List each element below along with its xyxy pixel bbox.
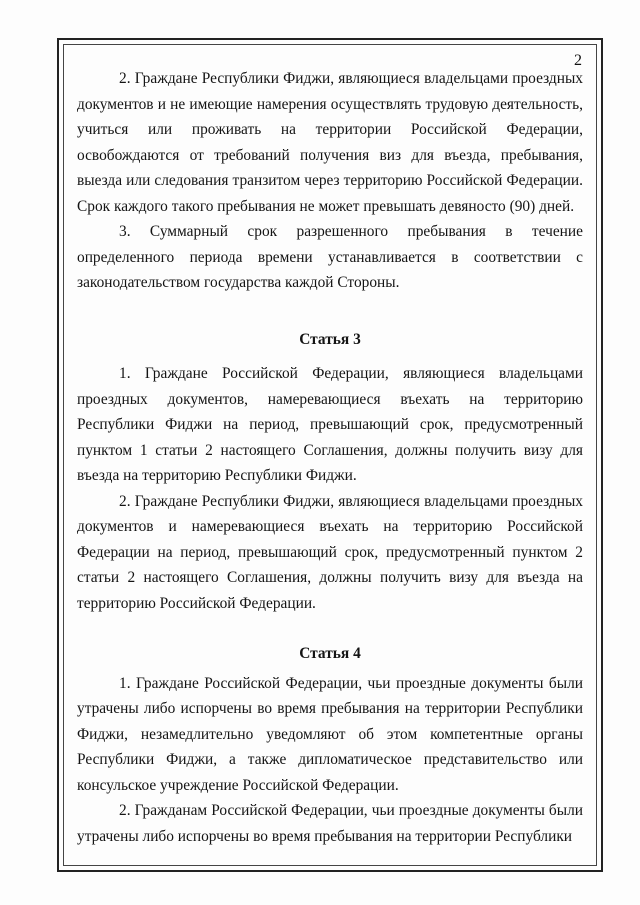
paragraph: 1. Граждане Российской Федерации, являющиеся владельцами проездных документов, намеревающиеся въехать на территорию Республики Фиджи на период, превышающий срок, предусмотренный пунктом 1 статьи 2 настоящего Соглашения, должны получить визу для въезда на территорию Республики Фиджи. (77, 365, 583, 484)
page-number: 2 (574, 52, 582, 69)
document-body (77, 66, 583, 849)
article-3-heading: Статья 3 (299, 330, 361, 348)
article-4-heading: Статья 4 (299, 645, 361, 662)
paragraph: 3. Суммарный срок разрешенного пребывания в течение определенного периода времени устанавливается в соответствии с законодательством государства каждой Стороны. (77, 223, 583, 291)
paragraph: 2. Гражданам Российской Федерации, чьи проездные документы были утрачены либо испорчены во время пребывания на территории Республики (77, 802, 583, 845)
paragraph: 1. Граждане Российской Федерации, чьи проездные документы были утрачены либо испорчены во время пребывания на территории Республики Фиджи, незамедлительно уведомляют об этом компетентные органы Республики Фиджи, а также дипломатическое представительство или консульское учреждение Российской Федерации. (77, 674, 583, 794)
paragraph: 2. Граждане Республики Фиджи, являющиеся владельцами проездных документов и не имеющие намерения осуществлять трудовую деятельность, учиться или проживать на территории Российской Федерации, освобождаются от требований получения виз для въезда, пребывания, выезда или следования транзитом через территорию Российской Федерации. Срок каждого такого пребывания не может превышать девяносто (90) дней. (77, 70, 583, 215)
paragraph: 2. Граждане Республики Фиджи, являющиеся владельцами проездных документов и намеревающиеся въехать на территорию Российской Федерации на период, превышающий срок, предусмотренный пунктом 2 статьи 2 настоящего Соглашения, должны получить визу для въезда на территорию Российской Федерации. (77, 492, 583, 612)
